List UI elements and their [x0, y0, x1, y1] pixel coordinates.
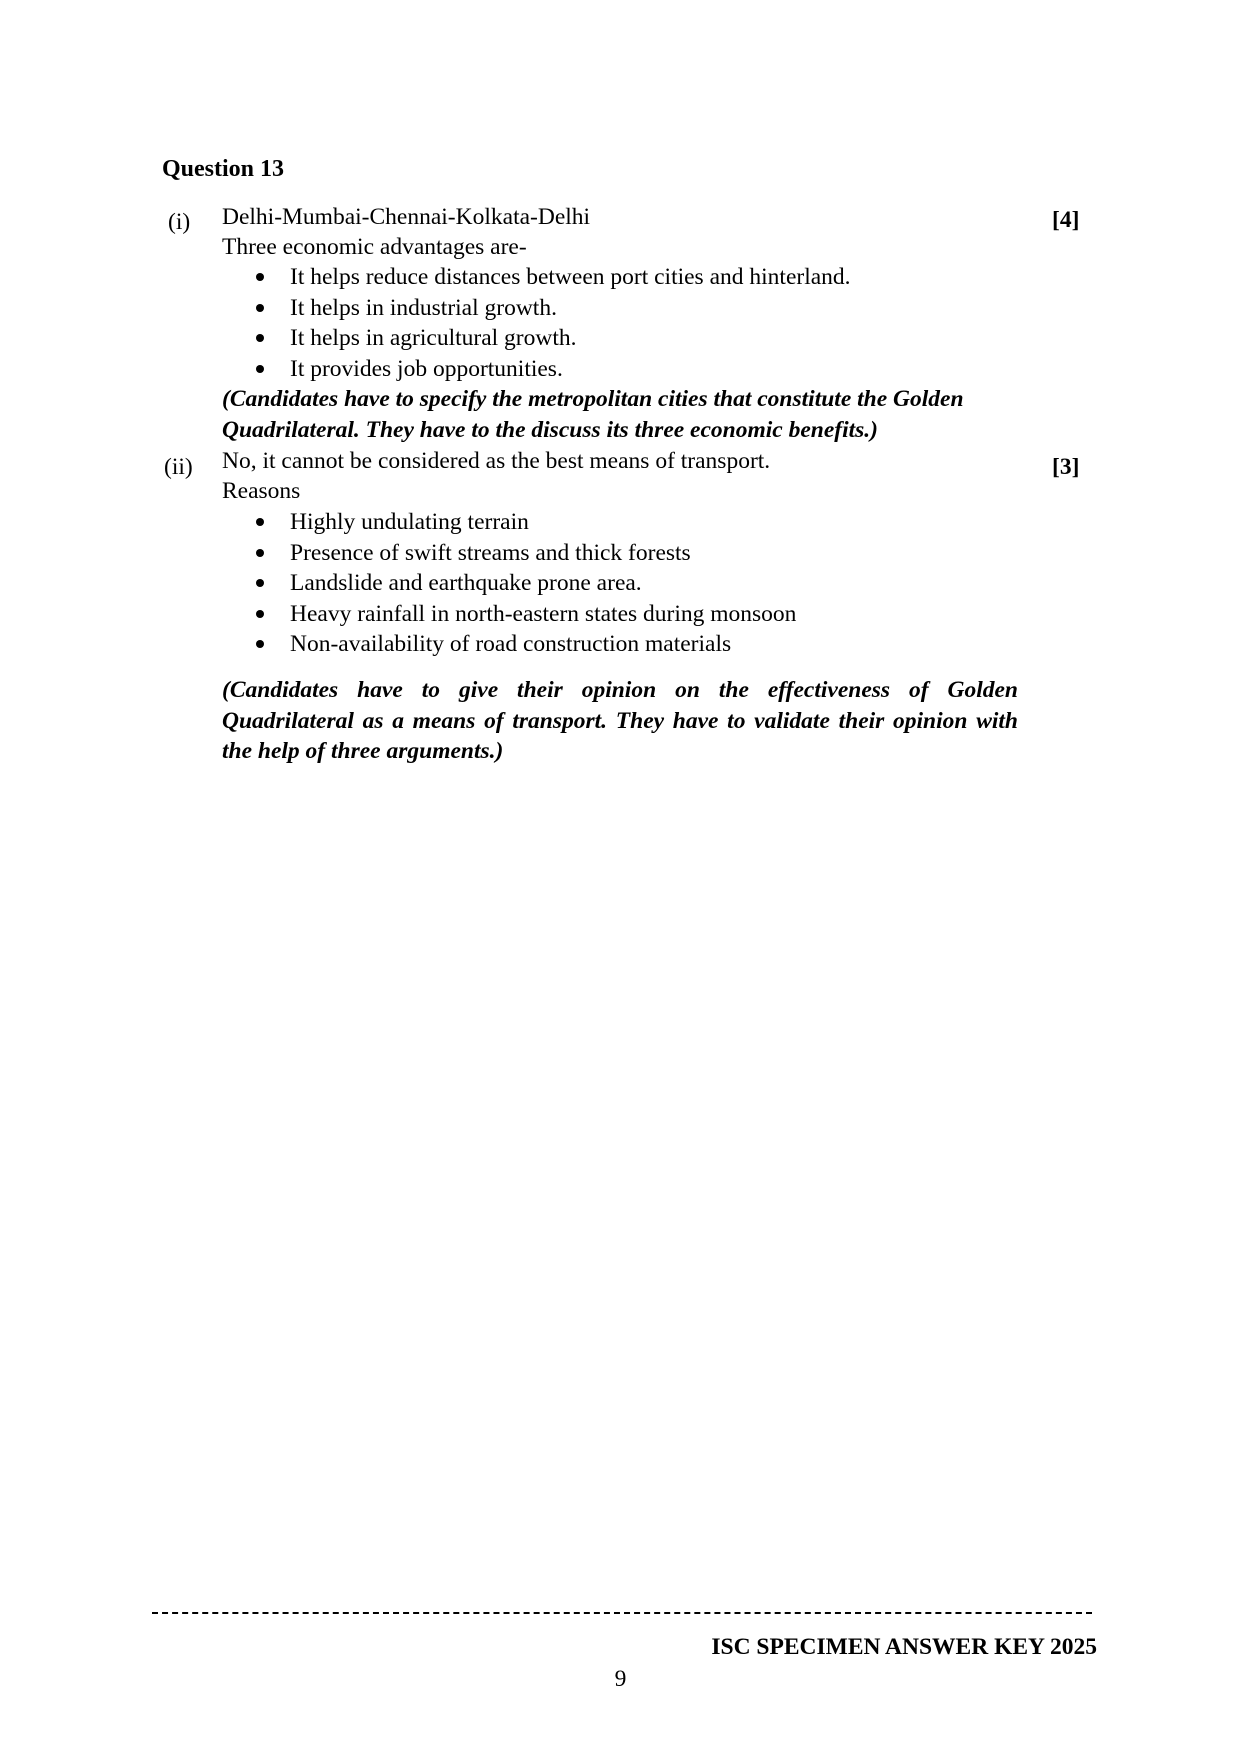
list-item: It helps in industrial growth. [252, 293, 851, 324]
part-ii-note: (Candidates have to give their opinion on the effectiveness of Golden Quadrilateral as a means of transport. They have to validate their opinion with the help of three arguments.) [222, 677, 1018, 765]
part-i-note-line1: (Candidates have to specify the metropolitan cities that constitute the Golden [222, 386, 964, 412]
part-ii-intro: Reasons [222, 478, 301, 504]
list-item: Landslide and earthquake prone area. [252, 568, 796, 599]
part-i-note-line2: Quadrilateral. They have to the discuss its three economic benefits.) [222, 417, 879, 443]
list-item: It helps reduce distances between port cities and hinterland. [252, 262, 851, 293]
part-i-answer: Delhi-Mumbai-Chennai-Kolkata-Delhi [222, 204, 591, 230]
list-item: Heavy rainfall in north-eastern states during monsoon [252, 599, 796, 630]
part-i-number: (i) [168, 209, 191, 235]
list-item: Non-availability of road construction materials [252, 629, 796, 660]
part-ii-reasons-list [252, 507, 796, 660]
part-ii-number: (ii) [164, 454, 193, 480]
footer-title: ISC SPECIMEN ANSWER KEY 2025 [711, 1634, 1097, 1660]
part-i-advantages-list [252, 262, 851, 384]
page-number: 9 [614, 1666, 627, 1692]
list-item: It provides job opportunities. [252, 354, 851, 385]
question-title: Question 13 [162, 156, 285, 182]
list-item: Presence of swift streams and thick forests [252, 538, 796, 569]
part-i-intro: Three economic advantages are- [222, 234, 527, 260]
part-i-marks: [4] [1052, 207, 1080, 233]
list-item: Highly undulating terrain [252, 507, 796, 538]
list-item: It helps in agricultural growth. [252, 323, 851, 354]
part-ii-marks: [3] [1052, 454, 1080, 480]
part-ii-answer: No, it cannot be considered as the best means of transport. [222, 448, 771, 474]
footer-divider [152, 1612, 1092, 1614]
